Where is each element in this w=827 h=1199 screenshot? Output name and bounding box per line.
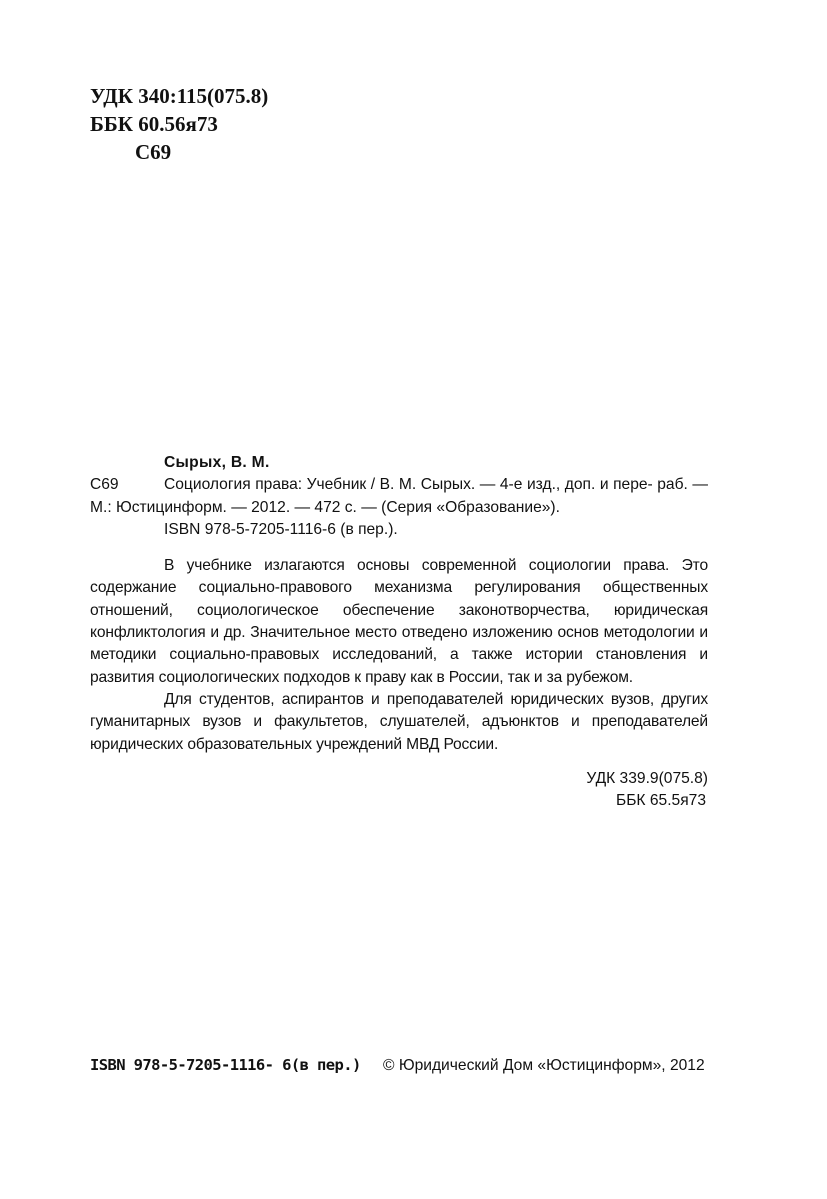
- author-name: Сырых, В. М.: [164, 454, 270, 471]
- bbk-code: ББК 60.56я73: [90, 112, 218, 136]
- udk-code: УДК 340:115(075.8): [90, 84, 269, 108]
- entry-classification-codes: [490, 768, 708, 813]
- annotation: [90, 555, 708, 756]
- footer: [90, 1056, 730, 1075]
- entry-udk-code: УДК 339.9(075.8): [586, 770, 708, 787]
- copyright-notice: © Юридический Дом «Юстицинформ», 2012: [383, 1057, 705, 1074]
- description-text: Социология права: Учебник / В. М. Сырых. — 4-е изд., доп. и пере- раб. — М.: Юстицинформ. — 2012. — 472 с. — (Серия «Образование»).: [90, 476, 708, 516]
- classification-codes: [90, 82, 268, 166]
- annotation-paragraph: В учебнике излагаются основы современной социологии права. Это содержание социально-правового механизма регулирования общественных отношений, социологическое обеспечение законотворчества, юридическая конфликтология и др. Значительное место отведено изложению основ методологии и методики социально-правовых исследований, а также истории становления и развития социологических подходов к праву как в России, так и за рубежом.: [90, 557, 708, 686]
- entry-cutter-code: С69: [90, 476, 119, 494]
- bibliographic-description: [90, 474, 708, 519]
- footer-isbn: ISBN 978-5-7205-1116- 6(в пер.): [90, 1056, 361, 1074]
- bibliographic-record: [90, 452, 708, 756]
- annotation-paragraph: Для студентов, аспирантов и преподавателей юридических вузов, других гуманитарных вузов и факультетов, слушателей, адъюнктов и преподавателей юридических образовательных учреждений МВД России.: [90, 690, 708, 753]
- entry-bbk-code: ББК 65.5я73: [615, 792, 706, 810]
- cutter-code: С69: [135, 140, 172, 164]
- entry-isbn: ISBN 978-5-7205-1116-6 (в пер.).: [164, 520, 398, 538]
